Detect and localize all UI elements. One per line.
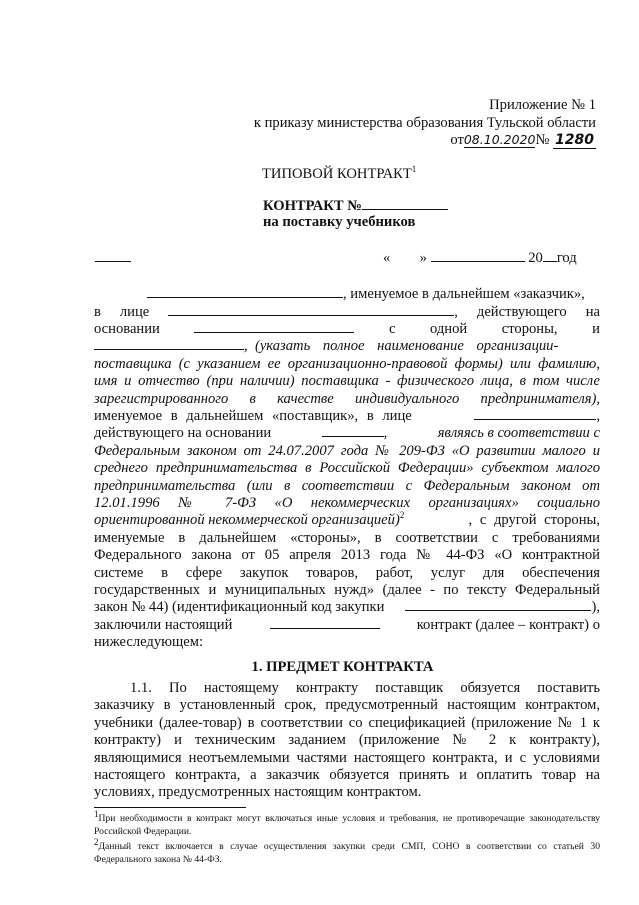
line-12: предпринимательства (или в соответствии с Федеральным законом от	[94, 478, 600, 494]
contract-heading: КОНТРАКТ №	[263, 197, 448, 215]
section-1-line-1: 1.1. По настоящему контракту поставщик обязуется поставить	[130, 680, 600, 696]
section-1-title: 1. ПРЕДМЕТ КОНТРАКТА	[251, 659, 434, 675]
line-18: государственных и муниципальных нужд» (далее - по тексту Федеральный	[94, 582, 600, 598]
section-1-line-5: являющимися неотъемлемыми частями настоящего контракта, и с условиями	[94, 750, 600, 766]
date-line: « » 20 год	[383, 250, 577, 266]
handwritten-date: 08.10.2020	[463, 132, 536, 147]
date-prefix: от	[450, 132, 464, 148]
footnote-1: $^1$При необходимости в контракт могут включаться иные условия и требования, не противоречащие законодательству Российской Федерации.	[94, 808, 600, 837]
line-8: именуемое в дальнейшем «поставщик», в лице ,	[94, 408, 600, 424]
line-6: имя и отчество (при наличии) поставщика - физического лица, в том числе	[94, 373, 600, 389]
title-footnote-mark: 1	[411, 164, 417, 175]
document-title	[262, 166, 416, 183]
line-16: Федерального закона от 05 апреля 2013 года № 44-ФЗ «О контрактной	[94, 547, 600, 563]
number-prefix: №	[535, 132, 550, 148]
contract-number-blank	[362, 197, 448, 210]
handwritten-number: 1280	[555, 132, 594, 148]
line-19: закон № 44) (идентификационный код закупки ),	[94, 599, 600, 615]
line-2: в лице , действующего на	[94, 304, 600, 320]
place-blank	[95, 249, 131, 267]
section-1-line-4: контракту) и техническим заданием (приложение № 2 к контракту),	[94, 732, 600, 748]
line-21: нижеследующем:	[94, 634, 204, 650]
section-1-line-7: условиях, предусмотренных настоящим контрактом.	[94, 784, 422, 800]
line-7: зарегистрированного в качестве индивидуального предпринимателя),	[94, 391, 600, 407]
annex-label: Приложение № 1	[489, 97, 596, 113]
title-text: ТИПОВОЙ КОНТРАКТ	[262, 166, 412, 182]
section-1-line-2: заказчику в установленный срок, предусмотренный настоящим контрактом,	[94, 697, 600, 713]
line-9: действующего на основании , являясь в соответствии с	[94, 425, 600, 441]
line-5: поставщика (с указанием ее организационно-правовой формы) или фамилию,	[94, 356, 600, 372]
contract-subheading: на поставку учебников	[263, 214, 416, 230]
section-1-line-6: настоящего контракта, а заказчик обязуется принять и оплатить товар на	[94, 767, 600, 783]
line-15: именуемые в дальнейшем «стороны», в соответствии с требованиями	[94, 530, 600, 546]
line-11: среднего предпринимательства в Российской Федерации» субъектом малого	[94, 460, 600, 476]
section-1-line-3: учебники (далее-товар) в соответствии со спецификацией (приложение № 1 к	[94, 715, 600, 731]
order-reference: к приказу министерства образования Тульской области	[253, 115, 596, 131]
line-3: основании с одной стороны, и	[94, 321, 600, 337]
footnote-2: $^2$Данный текст включается в случае осуществления закупки среди СМП, СОНО в соответствии со статьей 30 Федерального закона № 44-ФЗ.	[94, 836, 600, 865]
line-4: , (указать полное наименование организации-	[94, 337, 600, 355]
footnote-mark-2: 2	[399, 510, 405, 521]
footnote-separator	[94, 807, 246, 808]
line-20: заключили настоящий контракт (далее – контракт) о	[94, 617, 600, 633]
line-17: системе в сфере закупок товаров, работ, услуг для обеспечения	[94, 565, 600, 581]
line-13: 12.01.1996 № 7-ФЗ «О некоммерческих организациях» социально	[94, 495, 600, 511]
order-date-line	[450, 131, 596, 149]
line-10: Федеральным законом от 24.07.2007 года № 209-ФЗ «О развитии малого и	[94, 443, 600, 459]
line-1: , именуемое в дальнейшем «заказчик»,	[147, 285, 585, 303]
line-14: ориентированной некоммерческой организацией)$^2$ , с другой стороны,	[94, 510, 600, 528]
